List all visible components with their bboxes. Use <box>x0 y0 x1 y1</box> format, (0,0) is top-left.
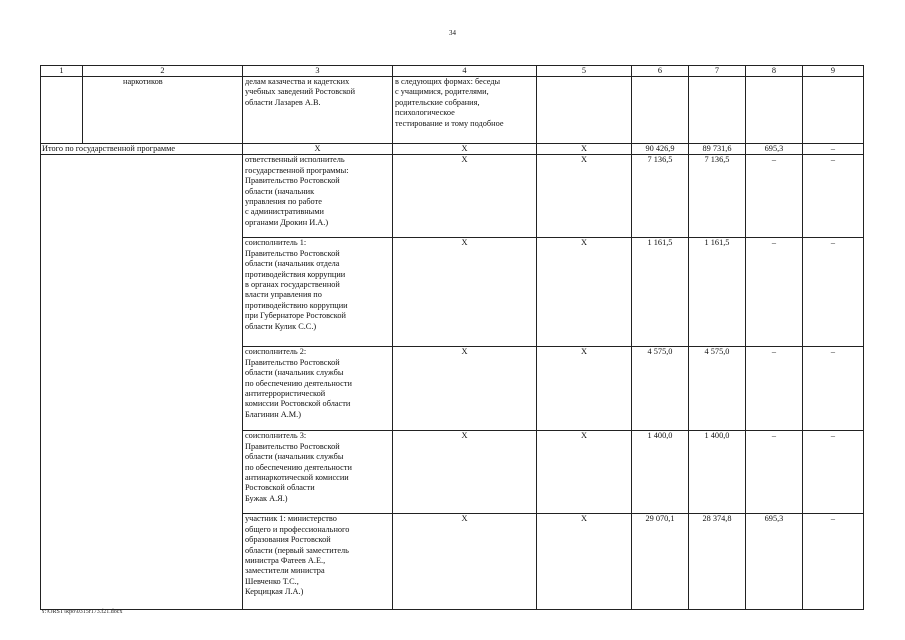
executor-col7: 4 575,0 <box>689 347 746 431</box>
executor-text: соисполнитель 1: Правительство Ростовской области (начальник отдела противодействия коррупции в органах государственной власти управления по противодействию коррупции при Губернаторе Ростовской области Кулик С.С.) <box>245 238 348 331</box>
total-row <box>41 144 864 155</box>
executor-col4: Х <box>393 347 537 431</box>
executor-cell <box>243 155 393 238</box>
column-number: 8 <box>746 66 803 77</box>
total-col3: Х <box>243 144 393 155</box>
empty-cell <box>803 77 864 144</box>
column-number: 5 <box>537 66 632 77</box>
column-number: 7 <box>689 66 746 77</box>
executor-col8: – <box>746 155 803 238</box>
executor-text: соисполнитель 3: Правительство Ростовской области (начальник службы по обеспечению деятельности антинаркотической комиссии Ростовской области Бужак А.Я.) <box>245 431 352 503</box>
executor-col4: Х <box>393 514 537 610</box>
empty-cell <box>689 77 746 144</box>
column-number: 2 <box>83 66 243 77</box>
program-table <box>40 65 864 610</box>
executor-col4: Х <box>393 155 537 238</box>
executor-col8: 695,3 <box>746 514 803 610</box>
measure-name: наркотиков <box>123 77 163 86</box>
executor-col5: Х <box>537 155 632 238</box>
executor-col4: Х <box>393 238 537 347</box>
executor-col8: – <box>746 431 803 514</box>
column-number: 6 <box>632 66 689 77</box>
executor-col8: – <box>746 347 803 431</box>
executor-col5: Х <box>537 431 632 514</box>
executor-col5: Х <box>537 238 632 347</box>
page-number: 34 <box>449 29 456 37</box>
executor-col7: 28 374,8 <box>689 514 746 610</box>
description-cell <box>393 77 537 144</box>
executor-col6: 7 136,5 <box>632 155 689 238</box>
executor-cell <box>243 514 393 610</box>
executor-col4: Х <box>393 431 537 514</box>
executor-col5: Х <box>537 514 632 610</box>
continuation-row <box>41 77 864 144</box>
executor-col9: – <box>803 347 864 431</box>
executor-cell <box>243 77 393 144</box>
executor-col6: 29 070,1 <box>632 514 689 610</box>
executor-col9: – <box>803 155 864 238</box>
total-col9: – <box>803 144 864 155</box>
description-text: в следующих формах: беседы с учащимися, родителями, родительские собрания, психологическое тестирование и тому подобное <box>395 77 504 128</box>
empty-cell <box>746 77 803 144</box>
column-number: 3 <box>243 66 393 77</box>
empty-cell <box>537 77 632 144</box>
file-path-footer: Y:\ORST\Rpo\0315r173.f21.docx <box>41 609 123 615</box>
executor-col8: – <box>746 238 803 347</box>
empty-cell <box>632 77 689 144</box>
executor-col9: – <box>803 431 864 514</box>
total-label: Итого по государственной программе <box>41 144 243 155</box>
executor-col7: 7 136,5 <box>689 155 746 238</box>
executor-col7: 1 161,5 <box>689 238 746 347</box>
executor-cell <box>243 238 393 347</box>
executor-col6: 1 161,5 <box>632 238 689 347</box>
column-number: 4 <box>393 66 537 77</box>
column-number: 9 <box>803 66 864 77</box>
executor-col9: – <box>803 238 864 347</box>
merged-empty-cell <box>41 155 243 610</box>
total-col8: 695,3 <box>746 144 803 155</box>
executor-col6: 1 400,0 <box>632 431 689 514</box>
total-col5: Х <box>537 144 632 155</box>
executor-col7: 1 400,0 <box>689 431 746 514</box>
executor-text: соисполнитель 2: Правительство Ростовской области (начальник службы по обеспечению деятельности антитеррористической комиссии Ростовской области Благинин А.М.) <box>245 347 352 419</box>
total-col6: 90 426,9 <box>632 144 689 155</box>
measure-name-cell <box>83 77 243 144</box>
executor-cell <box>243 431 393 514</box>
total-col7: 89 731,6 <box>689 144 746 155</box>
executor-text: делам казачества и кадетских учебных заведений Ростовской области Лазарев А.В. <box>245 77 356 107</box>
executor-col6: 4 575,0 <box>632 347 689 431</box>
empty-cell <box>41 77 83 144</box>
total-col4: Х <box>393 144 537 155</box>
executor-text: участник 1: министерство общего и профессионального образования Ростовской области (первый заместитель министра Фатеев А.Е., заместители министра Шевченко Т.С., Керцицкая Л.А.) <box>245 514 350 597</box>
executor-col9: – <box>803 514 864 610</box>
column-number: 1 <box>41 66 83 77</box>
executor-row <box>41 155 864 238</box>
executor-col5: Х <box>537 347 632 431</box>
executor-text: ответственный исполнитель государственной программы: Правительство Ростовской области (начальник управления по работе с административными органами Дрокин И.А.) <box>245 155 349 227</box>
executor-cell <box>243 347 393 431</box>
column-number-row <box>41 66 864 77</box>
